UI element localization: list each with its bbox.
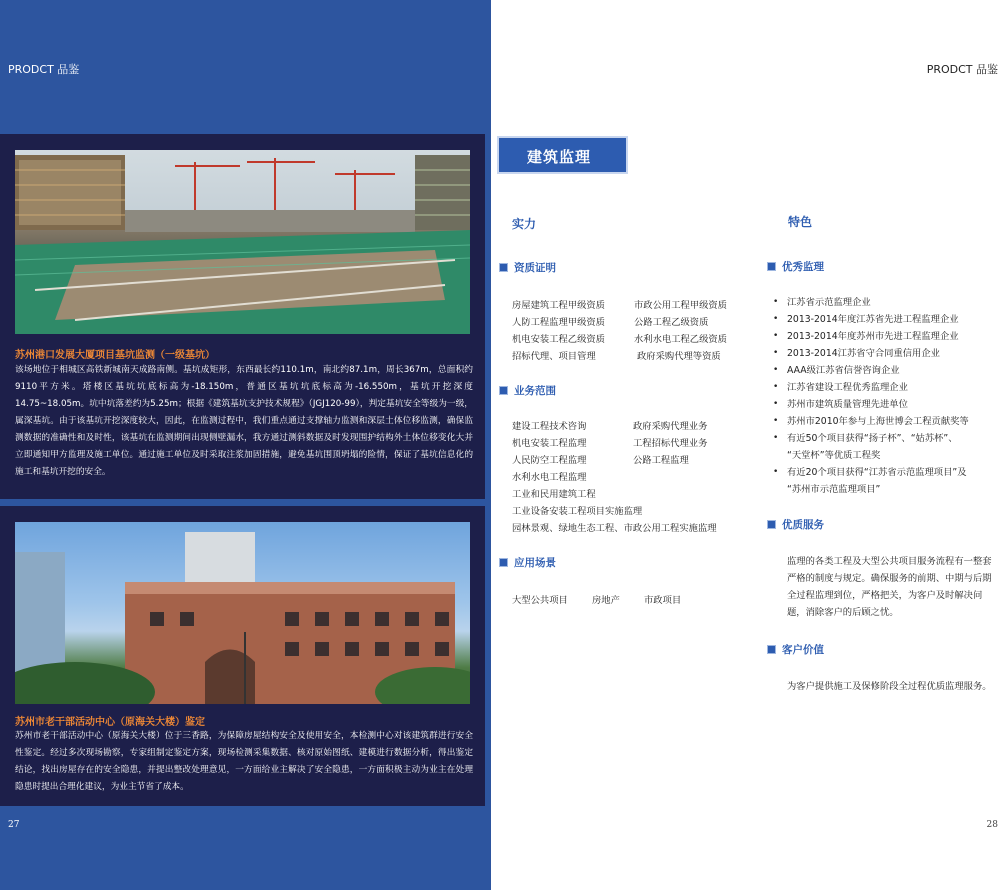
applications-heading (499, 555, 556, 570)
case-panel-cadre-center (0, 506, 485, 806)
application-item: 大型公共项目 (512, 595, 568, 606)
scope-item: 公路工程监理 (633, 455, 689, 466)
value-label: 客户价值 (782, 644, 824, 656)
square-bullet-icon (499, 558, 508, 567)
value-heading (767, 642, 824, 657)
list-item-continuation: “天堂杯”等优质工程奖 (787, 450, 881, 461)
construction-site-photo (15, 150, 470, 334)
scope-item: 工业和民用建筑工程 (512, 489, 596, 500)
square-bullet-icon (767, 645, 776, 654)
section-title: 建筑监理 (527, 148, 592, 166)
cadre-center-photo (15, 522, 470, 704)
qualification-item: 政府采购代理等资质 (637, 351, 721, 362)
list-item: • 江苏省建设工程优秀监理企业 (773, 379, 969, 396)
scope-heading (499, 383, 556, 398)
list-item: • 2013-2014年度江苏省先进工程监理企业 (773, 311, 969, 328)
list-item: • 2013-2014江苏省守合同重信用企业 (773, 345, 969, 362)
square-bullet-icon (499, 263, 508, 272)
scope-item: 工程招标代理业务 (633, 438, 708, 449)
page-number-right: 28 (986, 820, 998, 830)
qualification-item: 人防工程监理甲级资质 (512, 317, 605, 328)
list-item: • 有近50个项目获得“扬子杯”、“姑苏杯”、 (773, 430, 969, 447)
qualification-label: 资质证明 (514, 262, 556, 274)
scope-item: 机电安装工程监理 (512, 438, 587, 449)
value-text: 为客户提供施工及保修阶段全过程优质监理服务。 (787, 681, 992, 692)
scope-item: 水利水电工程监理 (512, 472, 587, 483)
section-title-bar (497, 136, 628, 174)
case-panel-port-building (0, 134, 485, 499)
features-heading: 特色 (788, 215, 813, 229)
service-label: 优质服务 (782, 519, 824, 531)
case1-title: 苏州港口发展大厦项目基坑监测（一级基坑） (15, 350, 215, 361)
page-number-left: 27 (8, 820, 20, 830)
scope-label: 业务范围 (514, 385, 556, 397)
qualification-item: 房屋建筑工程甲级资质 (512, 300, 605, 311)
qualification-item: 公路工程乙级资质 (634, 317, 709, 328)
excellent-label: 优秀监理 (782, 261, 824, 273)
building-illustration (15, 522, 470, 704)
square-bullet-icon (499, 386, 508, 395)
service-heading (767, 517, 824, 532)
application-item: 市政项目 (644, 595, 682, 606)
square-bullet-icon (767, 262, 776, 271)
list-item: • 2013-2014年度苏州市先进工程监理企业 (773, 328, 969, 345)
list-item: • 苏州市建筑质量管理先进单位 (773, 396, 969, 413)
case2-title: 苏州市老干部活动中心（原海关大楼）鉴定 (15, 717, 205, 728)
square-bullet-icon (767, 520, 776, 529)
construction-site-illustration (15, 150, 470, 334)
right-page-header: PRODCT 品鉴 (926, 63, 998, 76)
excellent-list (773, 294, 969, 498)
scope-item: 园林景观、绿地生态工程、市政公用工程实施监理 (512, 523, 717, 534)
applications-label: 应用场景 (514, 557, 556, 569)
application-item: 房地产 (592, 595, 620, 606)
qualification-heading (499, 260, 556, 275)
qualification-item: 招标代理、项目管理 (512, 351, 596, 362)
left-page (0, 0, 491, 890)
left-page-header: PRODCT 品鉴 (8, 63, 80, 76)
qualification-item: 市政公用工程甲级资质 (634, 300, 727, 311)
list-item: • 有近20个项目获得“江苏省示范监理项目”及 (773, 464, 969, 481)
scope-item: 人民防空工程监理 (512, 455, 587, 466)
list-item: • 江苏省示范监理企业 (773, 294, 969, 311)
list-item: • AAA级江苏省信誉咨询企业 (773, 362, 969, 379)
case2-body: 苏州市老干部活动中心（原海关大楼）位于三香路，为保障房屋结构安全及使用安全，本检测中心对该建筑群进行安全性鉴定。经过多次现场勘察，专家组制定鉴定方案，现场检测采集数据、核对原始图纸、建模进行数据分析，得出鉴定结论，找出房屋存在的安全隐患，并提出整改处理意见，一方面给业主解决了安全隐患，一方面积极主动为业主在处理隐患时提出合理化建议，为业主节省了成本。 (15, 731, 473, 792)
scope-item: 工业设备安装工程项目实施监理 (512, 506, 643, 517)
scope-item: 政府采购代理业务 (633, 421, 708, 432)
excellent-heading (767, 259, 824, 274)
list-item-continuation: “苏州市示范监理项目” (787, 484, 881, 495)
case1-body: 该场地位于相城区高铁新城南天成路南侧。基坑成矩形，东西最长约110.1m，南北约87.1m，周长367m，总面积约9110平方米。塔楼区基坑坑底标高为-18.150m，普通区基坑坑底标高为-16.550m，基坑开挖深度14.75~18.05m。坑中坑落差约为5.25m；根据《建筑基坑支护技术规程》（JGJ120-99），判定基坑安全等级为一级，属深基坑。由于该基坑开挖深度较大，因此，在监测过程中，我们重点通过支撑轴力监测和深层土体位移监测，确保监测数据的准确性和及时性，该基坑在监测期间出现侧壁漏水，我方通过测斜数据及时发现围护结构外土体位移变化大并立即通知甲方监理及施工单位。通过施工单位及时采取注浆加固措施，避免基坑围顶坍塌的险情，保证了基坑信息化的施工和基坑开挖的安全。 (15, 365, 473, 477)
qualification-item: 水利水电工程乙级资质 (634, 334, 727, 345)
scope-item: 建设工程技术咨询 (512, 421, 587, 432)
qualification-item: 机电安装工程乙级资质 (512, 334, 605, 345)
strength-heading: 实力 (512, 217, 537, 231)
service-text: 监理的各类工程及大型公共项目服务流程有一整套严格的制度与规定。确保服务的前期、中期与后期全过程监理到位，严格把关，为客户及时解决问题，消除客户的后顾之忧。 (787, 556, 992, 618)
list-item: • 苏州市2010年参与上海世博会工程贡献奖等 (773, 413, 969, 430)
